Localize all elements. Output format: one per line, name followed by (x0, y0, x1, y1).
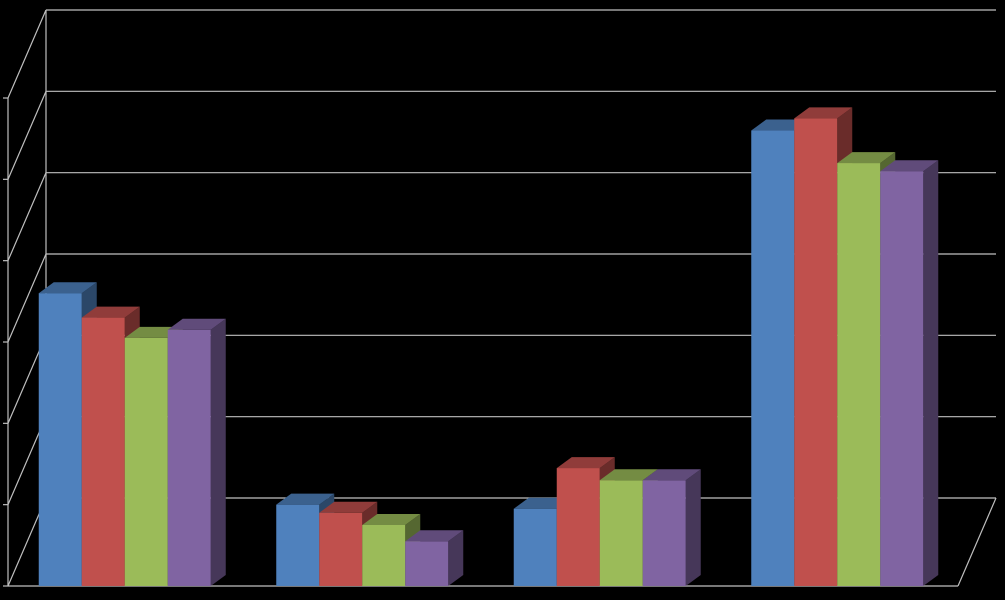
bar (643, 480, 686, 586)
bar (837, 163, 880, 586)
bar (880, 171, 923, 586)
bar-side (211, 319, 226, 586)
bar (82, 318, 125, 586)
bar (751, 131, 794, 586)
bar (362, 525, 405, 586)
bar (600, 480, 643, 586)
bar (319, 513, 362, 586)
bar (794, 118, 837, 586)
bar-side (686, 469, 701, 586)
bar (557, 468, 600, 586)
side-wall-gridline (8, 10, 46, 98)
bar (168, 330, 211, 586)
side-wall-gridline (8, 91, 46, 179)
bar (405, 541, 448, 586)
bar (39, 293, 82, 586)
side-wall-gridline (8, 173, 46, 261)
bar (514, 509, 557, 586)
bar (276, 505, 319, 586)
floor-edge (958, 498, 996, 586)
bar-side (923, 160, 938, 586)
bar (125, 338, 168, 586)
